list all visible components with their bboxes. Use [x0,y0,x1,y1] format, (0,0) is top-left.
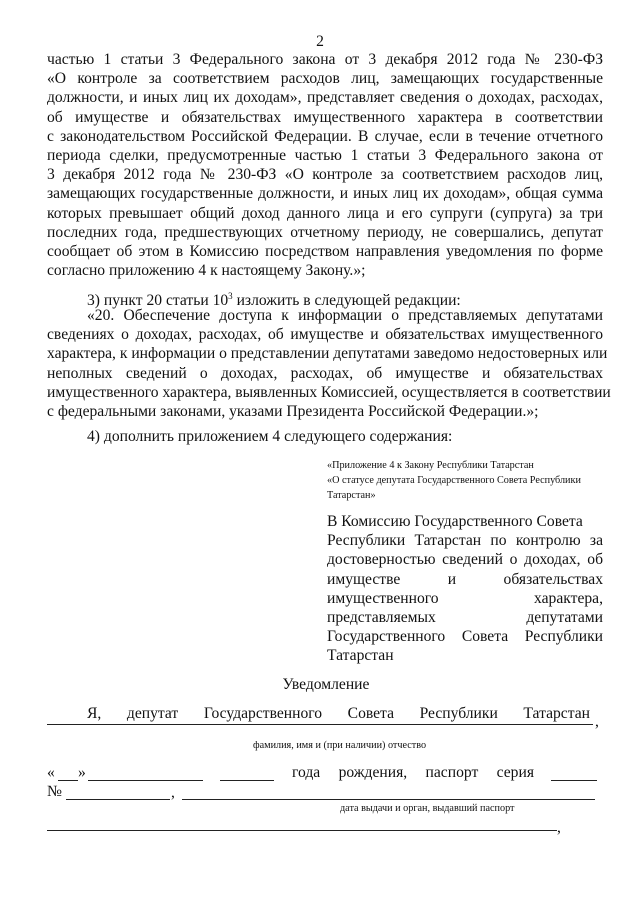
item-4-heading: 4) дополнить приложением 4 следующего содержания: [87,428,453,445]
addressee-line: представляемых депутатами [327,609,603,626]
appendix-note-line: «О статусе депутата Государственного Совета Республики [327,475,581,486]
text-line: должности, и иных лиц их доходам», представляет сведения о доходах, расходах, [47,89,603,107]
text-line: «20. Обеспечение доступа к информации о представляемых депутатами [87,307,603,324]
addressee-line: достоверностью сведений о доходах, об [327,551,603,569]
addressee-line: В Комиссию Государственного Совета [327,513,583,530]
text-line: об имуществе и обязательствах имущественного характера в соответствии [47,108,603,126]
addressee-line: Государственного Совета Республики [327,628,603,646]
passport-issue-caption: дата выдачи и орган, выдавший паспорт [340,803,515,814]
text-line: «О контроле за соответствием расходов лиц, замещающих государственные [47,70,603,88]
name-field-line[interactable] [47,724,593,725]
text-line: сведениях о доходах, расходах, об имуществе и обязательствах имущественного [47,326,603,344]
day-field-line[interactable] [58,780,78,781]
text-line: сообщает об этом в Комиссию посредством направления уведомления по форме [47,243,603,260]
addressee-line: имущественного характера, [327,589,603,607]
text-line: характера, к информации о представлении депутатами заведомо недостоверных или [47,345,608,363]
comma: , [595,713,599,730]
year-field-line[interactable] [220,780,274,781]
addressee-line: Республики Татарстан по контролю за [327,532,603,550]
text-line: 3 декабря 2012 года № 230-ФЗ «О контроле за соответствием расходов лиц, [47,166,603,184]
birth-text: года рождения, паспорт серия [292,764,534,781]
text-line: последних года, предшествующих отчетному периоду, не совершались, депутат [47,223,603,241]
text-line: частью 1 статьи 3 Федерального закона от 3 декабря 2012 года № 230-ФЗ [47,51,603,68]
passport-series-line[interactable] [551,780,597,781]
comma-3: , [557,819,561,836]
text-line: периода сделки, предусмотренные частью 1 статьи 3 Федерального закона от [47,147,603,164]
addressee-line: Татарстан [327,647,394,665]
name-field-caption: фамилия, имя и (при наличии) отчество [253,740,427,751]
text-line: с законодательством Российской Федерации. В случае, если в течение отчетного [47,127,603,145]
text-line: имущественного характера, выявленных Комиссией, осуществляется в соответствии [47,383,611,401]
appendix-note-line: «Приложение 4 к Закону Республики Татарстан [327,460,534,471]
comma-2: , [171,784,175,801]
passport-number-line[interactable] [66,799,170,800]
month-field-line[interactable] [88,780,203,781]
text-line: неполных сведений о доходах, расходах, об имуществе и обязательствах [47,364,603,382]
passport-issue-line[interactable] [182,799,595,800]
quote-close: » [78,764,86,781]
item-3-text: 3) пункт 20 статьи 10 [87,292,229,310]
form-title: Уведомление [282,676,370,693]
superscript: 3 [228,291,233,301]
appendix-note-line: Татарстан» [327,490,376,501]
text-line: с федеральными законами, указами Президента Российской Федерации.»; [47,403,539,420]
quote-open: « [47,764,55,781]
addressee-line: имуществе и обязательствах [327,570,603,588]
page-number: 2 [316,33,324,50]
number-sign: № [47,783,62,800]
text-line: которых превышает общий доход данного лица и его супруги (супруга) за три [47,204,603,222]
passport-issue-line-2[interactable] [47,830,557,831]
form-line-deputy: Я, депутат Государственного Совета Республики Татарстан [87,705,590,722]
text-line: согласно приложению 4 к настоящему Закону.»; [47,262,366,280]
item-3-text-end: изложить в следующей редакции: [232,292,461,310]
text-line: замещающих государственные должности, и иных лиц их доходам», общая сумма [47,185,603,203]
